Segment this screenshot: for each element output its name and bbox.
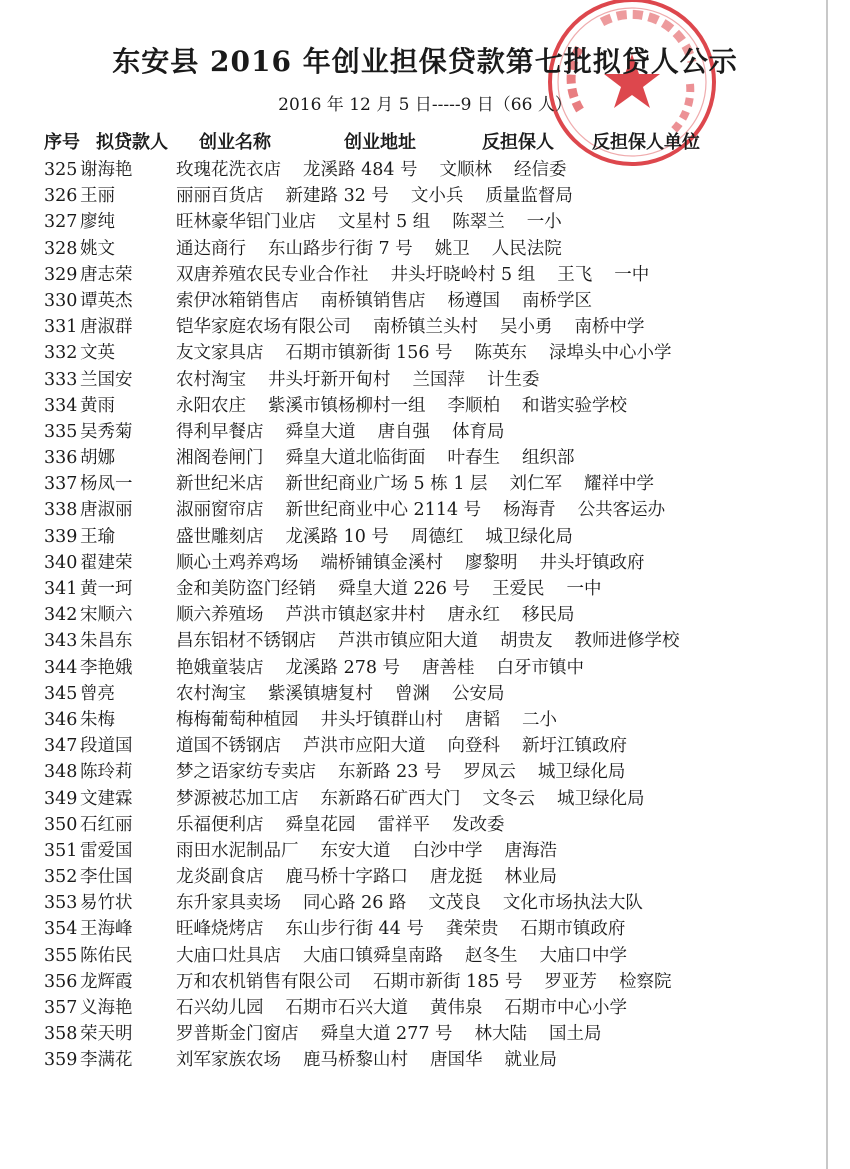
applicant-name: 唐志荣 xyxy=(80,264,133,285)
guarantor-unit: 白牙市镇中 xyxy=(496,657,585,678)
table-row xyxy=(44,890,824,916)
business-address: 南桥镇销售店 xyxy=(320,290,426,311)
business-address: 新世纪商业中心 2114 号 xyxy=(285,500,482,521)
row-number: 335 xyxy=(44,421,78,442)
business-address: 大庙口镇舜皇南路 xyxy=(303,945,443,966)
table-row xyxy=(44,864,824,890)
business-address: 鹿马桥十字路口 xyxy=(285,867,408,888)
row-number: 328 xyxy=(44,238,78,259)
table-row xyxy=(44,209,824,235)
guarantor-unit: 城卫绿化局 xyxy=(537,762,626,783)
guarantor-unit: 和谐实验学校 xyxy=(522,395,627,416)
row-number: 345 xyxy=(44,683,78,704)
publication-period: 2016 年 12 月 5 日-----9 日（66 人） xyxy=(278,95,572,115)
business-name: 农村淘宝 xyxy=(176,369,246,390)
guarantor-unit: 文化市场执法大队 xyxy=(502,893,643,914)
row-number: 325 xyxy=(44,160,78,180)
guarantor-unit: 林业局 xyxy=(504,867,557,888)
row-number: 355 xyxy=(44,945,78,966)
row-number: 351 xyxy=(44,840,78,861)
guarantor-unit: 井头圩镇政府 xyxy=(539,552,645,573)
business-address: 文星村 5 组 xyxy=(338,212,431,233)
applicant-name: 王丽 xyxy=(80,186,115,207)
table-row xyxy=(44,157,824,183)
guarantor-name: 文茂良 xyxy=(428,893,481,914)
business-name: 旺峰烧烤店 xyxy=(176,919,264,940)
row-number: 353 xyxy=(44,893,78,914)
table-row xyxy=(44,969,824,995)
applicant-name: 朱梅 xyxy=(80,709,115,730)
applicant-name: 宋顺六 xyxy=(80,605,133,626)
applicant-name: 荣天明 xyxy=(80,1024,133,1045)
business-name: 梦之语家纺专卖店 xyxy=(176,762,316,783)
guarantor-name: 吴小勇 xyxy=(500,317,553,338)
business-address: 东山路步行街 7 号 xyxy=(268,238,413,259)
header-no: 序号 xyxy=(44,132,80,153)
business-name: 得利早餐店 xyxy=(176,421,264,442)
guarantor-name: 陈翠兰 xyxy=(452,212,505,233)
guarantor-unit: 城卫绿化局 xyxy=(557,788,645,809)
table-row xyxy=(44,550,824,576)
guarantor-name: 姚卫 xyxy=(434,238,470,259)
guarantor-name: 向登科 xyxy=(447,736,500,757)
row-number: 341 xyxy=(44,579,78,599)
business-name: 通达商行 xyxy=(176,238,246,259)
guarantor-name: 文小兵 xyxy=(410,186,464,207)
table-row xyxy=(44,628,824,654)
business-address: 同心路 26 路 xyxy=(303,893,407,914)
guarantor-unit: 公安局 xyxy=(452,683,505,704)
guarantor-unit: 就业局 xyxy=(504,1050,557,1071)
guarantor-name: 陈英东 xyxy=(474,343,528,364)
applicant-name: 唐淑丽 xyxy=(80,500,133,521)
row-number: 331 xyxy=(44,317,78,338)
applicant-name: 李仕国 xyxy=(80,867,133,888)
business-name: 盛世雕刻店 xyxy=(176,526,264,547)
table-row xyxy=(44,314,824,340)
row-number: 354 xyxy=(44,919,78,940)
row-number: 344 xyxy=(44,657,78,678)
row-number: 350 xyxy=(44,814,78,835)
applicant-name: 杨凤一 xyxy=(80,474,133,495)
guarantor-name: 杨海青 xyxy=(503,500,556,521)
business-address: 芦洪市应阳大道 xyxy=(303,736,426,757)
business-address: 石期市镇新街 156 号 xyxy=(285,343,453,364)
business-name: 罗普斯金门窗店 xyxy=(176,1024,299,1045)
business-name: 大庙口灶具店 xyxy=(176,945,281,966)
applicant-name: 谢海艳 xyxy=(80,160,133,180)
applicant-name: 曾亮 xyxy=(80,683,115,704)
business-name: 湘阁卷闸门 xyxy=(176,448,264,469)
row-number: 358 xyxy=(44,1024,78,1045)
header-address: 创业地址 xyxy=(344,132,416,153)
guarantor-name: 罗亚芳 xyxy=(544,971,598,992)
header-business: 创业名称 xyxy=(199,132,271,153)
business-name: 艳娥童装店 xyxy=(176,657,264,678)
business-address: 新建路 32 号 xyxy=(285,186,389,207)
guarantor-name: 王爱民 xyxy=(492,579,545,599)
guarantor-name: 赵冬生 xyxy=(465,945,518,966)
applicant-name: 翟建荣 xyxy=(80,552,133,573)
business-address: 井头圩镇群山村 xyxy=(320,709,443,730)
applicant-name: 唐淑群 xyxy=(80,317,133,338)
table-row xyxy=(44,288,824,314)
guarantor-name: 王飞 xyxy=(557,264,593,285)
guarantor-unit: 国土局 xyxy=(549,1024,602,1045)
business-name: 农村淘宝 xyxy=(176,683,246,704)
business-address: 南桥镇兰头村 xyxy=(373,317,478,338)
guarantor-unit: 体育局 xyxy=(452,421,505,442)
guarantor-unit: 一中 xyxy=(614,264,650,285)
applicant-name: 胡娜 xyxy=(80,448,115,469)
row-number: 333 xyxy=(44,369,78,390)
table-row xyxy=(44,367,824,393)
business-name: 新世纪米店 xyxy=(176,474,264,495)
business-name: 雨田水泥制品厂 xyxy=(176,840,299,861)
business-address: 端桥铺镇金溪村 xyxy=(320,552,443,573)
page-edge xyxy=(826,0,828,1169)
table-row xyxy=(44,786,824,812)
guarantor-name: 唐永红 xyxy=(447,605,500,626)
guarantor-unit: 组织部 xyxy=(522,448,575,469)
guarantor-name: 刘仁军 xyxy=(509,474,563,495)
row-number: 349 xyxy=(44,788,78,809)
business-address: 石期市新街 185 号 xyxy=(373,971,523,992)
applicant-name: 易竹状 xyxy=(80,893,133,914)
page-title: 东安县 2016 年创业担保贷款第七批拟贷人公示 xyxy=(112,45,738,78)
row-number: 356 xyxy=(44,971,78,992)
row-number: 346 xyxy=(44,709,78,730)
guarantor-unit: 移民局 xyxy=(522,605,575,626)
applicant-name: 廖纯 xyxy=(80,212,115,233)
business-address: 新世纪商业广场 5 栋 1 层 xyxy=(285,474,488,495)
business-address: 紫溪镇塘复村 xyxy=(268,683,373,704)
guarantor-unit: 大庙口中学 xyxy=(539,945,627,966)
guarantor-name: 廖黎明 xyxy=(465,552,518,573)
table-row xyxy=(44,995,824,1021)
business-address: 东山步行街 44 号 xyxy=(285,919,424,940)
business-name: 双唐养殖农民专业合作社 xyxy=(176,264,369,285)
business-address: 龙溪路 10 号 xyxy=(285,526,389,547)
guarantor-name: 叶春生 xyxy=(447,448,500,469)
row-number: 330 xyxy=(44,290,78,311)
guarantor-name: 白沙中学 xyxy=(412,840,483,861)
guarantor-unit: 城卫绿化局 xyxy=(485,526,573,547)
table-row xyxy=(44,340,824,366)
table-row xyxy=(44,497,824,523)
table-row xyxy=(44,236,824,262)
guarantor-unit: 质量监督局 xyxy=(485,186,573,207)
header-guarantor: 反担保人 xyxy=(482,132,554,153)
guarantor-name: 兰国萍 xyxy=(412,369,465,390)
business-name: 乐福便利店 xyxy=(176,814,264,835)
business-name: 玫瑰花洗衣店 xyxy=(176,160,281,180)
guarantor-unit: 新圩江镇政府 xyxy=(522,736,627,757)
guarantor-name: 曾渊 xyxy=(395,683,430,704)
guarantor-name: 唐韬 xyxy=(465,709,500,730)
guarantor-unit: 经信委 xyxy=(514,160,567,180)
guarantor-unit: 一中 xyxy=(566,579,602,599)
table-row xyxy=(44,445,824,471)
applicant-name: 陈佑民 xyxy=(80,945,133,966)
table-row xyxy=(44,733,824,759)
table-row xyxy=(44,576,824,602)
guarantor-name: 李顺柏 xyxy=(447,395,500,416)
business-name: 金和美防盗门经销 xyxy=(176,579,316,599)
business-address: 井头圩晓岭村 5 组 xyxy=(390,264,536,285)
applicant-name: 王海峰 xyxy=(80,919,133,940)
applicant-name: 陈玲莉 xyxy=(80,762,133,783)
guarantor-name: 罗凤云 xyxy=(463,762,516,783)
business-address: 紫溪市镇杨柳村一组 xyxy=(268,395,426,416)
applicant-name: 兰国安 xyxy=(80,369,133,390)
business-address: 井头圩新开甸村 xyxy=(268,369,391,390)
row-number: 332 xyxy=(44,343,78,364)
guarantor-unit: 二小 xyxy=(522,709,557,730)
guarantor-name: 黄伟泉 xyxy=(430,998,483,1018)
guarantor-name: 雷祥平 xyxy=(377,814,430,835)
business-name: 顺心土鸡养鸡场 xyxy=(176,552,299,573)
guarantor-name: 唐国华 xyxy=(430,1050,483,1071)
business-name: 永阳农庄 xyxy=(176,395,246,416)
row-number: 334 xyxy=(44,395,78,416)
row-number: 326 xyxy=(44,186,78,207)
row-number: 327 xyxy=(44,212,78,233)
table-row xyxy=(44,471,824,497)
row-number: 342 xyxy=(44,605,78,626)
applicant-name: 雷爱国 xyxy=(80,840,133,861)
business-name: 铠华家庭农场有限公司 xyxy=(176,317,351,338)
business-address: 东安大道 xyxy=(320,840,391,861)
table-row xyxy=(44,262,824,288)
table-row xyxy=(44,183,824,209)
applicant-name: 李艳娥 xyxy=(80,657,133,678)
row-number: 352 xyxy=(44,867,78,888)
business-name: 石兴幼儿园 xyxy=(176,998,264,1018)
table-row xyxy=(44,943,824,969)
applicant-name: 龙辉霞 xyxy=(80,971,133,992)
business-name: 昌东铝材不锈钢店 xyxy=(176,631,316,652)
applicant-name: 李满花 xyxy=(80,1050,133,1071)
guarantor-unit: 石期市镇政府 xyxy=(520,919,626,940)
guarantor-name: 唐善桂 xyxy=(422,657,475,678)
applicant-name: 王瑜 xyxy=(80,526,115,547)
applicant-name: 姚文 xyxy=(80,238,115,259)
table-row xyxy=(44,419,824,445)
business-address: 舜皇花园 xyxy=(285,814,356,835)
business-address: 龙溪路 484 号 xyxy=(303,160,418,180)
business-name: 万和农机销售有限公司 xyxy=(176,971,351,992)
business-address: 鹿马桥黎山村 xyxy=(303,1050,408,1071)
table-row xyxy=(44,916,824,942)
guarantor-unit: 南桥学区 xyxy=(522,290,592,311)
guarantor-unit: 人民法院 xyxy=(491,238,562,259)
business-name: 淑丽窗帘店 xyxy=(176,500,264,521)
business-address: 芦洪市镇应阳大道 xyxy=(338,631,478,652)
business-name: 东升家具卖场 xyxy=(176,893,281,914)
guarantor-unit: 耀祥中学 xyxy=(584,474,655,495)
applicant-list xyxy=(44,157,824,1074)
row-number: 329 xyxy=(44,264,78,285)
guarantor-unit: 一小 xyxy=(526,212,562,233)
table-row xyxy=(44,655,824,681)
business-name: 刘军家族农场 xyxy=(176,1050,281,1071)
guarantor-unit: 发改委 xyxy=(452,814,505,835)
row-number: 347 xyxy=(44,736,78,757)
applicant-name: 石红丽 xyxy=(80,814,133,835)
applicant-name: 文英 xyxy=(80,343,115,364)
table-row xyxy=(44,838,824,864)
business-address: 舜皇大道 xyxy=(285,421,356,442)
business-address: 舜皇大道 226 号 xyxy=(338,579,471,599)
business-address: 石期市石兴大道 xyxy=(285,998,408,1018)
business-name: 丽丽百货店 xyxy=(176,186,264,207)
row-number: 357 xyxy=(44,998,78,1018)
business-address: 东新路石矿西大门 xyxy=(320,788,461,809)
business-name: 顺六养殖场 xyxy=(176,605,264,626)
header-applicant: 拟贷款人 xyxy=(96,132,168,153)
row-number: 339 xyxy=(44,526,78,547)
guarantor-name: 周德红 xyxy=(410,526,464,547)
table-row xyxy=(44,602,824,628)
table-row xyxy=(44,812,824,838)
guarantor-name: 文冬云 xyxy=(482,788,535,809)
applicant-name: 义海艳 xyxy=(80,998,133,1018)
guarantor-unit: 教师进修学校 xyxy=(574,631,680,652)
guarantor-name: 唐自强 xyxy=(377,421,430,442)
business-name: 梅梅葡萄种植园 xyxy=(176,709,299,730)
guarantor-name: 文顺林 xyxy=(439,160,493,180)
business-address: 龙溪路 278 号 xyxy=(285,657,401,678)
guarantor-unit: 渌埠头中心小学 xyxy=(549,343,672,364)
table-row xyxy=(44,1021,824,1047)
table-row xyxy=(44,759,824,785)
applicant-name: 黄一珂 xyxy=(80,579,133,599)
guarantor-unit: 石期市中心小学 xyxy=(504,998,627,1018)
business-address: 芦洪市镇赵家井村 xyxy=(285,605,426,626)
applicant-name: 文建霖 xyxy=(80,788,133,809)
guarantor-unit: 计生委 xyxy=(487,369,540,390)
guarantor-name: 林大陆 xyxy=(474,1024,528,1045)
row-number: 343 xyxy=(44,631,78,652)
table-row xyxy=(44,524,824,550)
guarantor-unit: 检察院 xyxy=(619,971,672,992)
applicant-name: 段道国 xyxy=(80,736,133,757)
applicant-name: 吴秀菊 xyxy=(80,421,133,442)
table-row xyxy=(44,393,824,419)
applicant-name: 朱昌东 xyxy=(80,631,133,652)
guarantor-name: 胡贵友 xyxy=(500,631,553,652)
applicant-name: 谭英杰 xyxy=(80,290,133,311)
table-row xyxy=(44,681,824,707)
table-row xyxy=(44,1047,824,1073)
row-number: 337 xyxy=(44,474,78,495)
row-number: 359 xyxy=(44,1050,78,1071)
business-name: 道国不锈钢店 xyxy=(176,736,281,757)
business-name: 龙炎副食店 xyxy=(176,867,264,888)
row-number: 338 xyxy=(44,500,78,521)
guarantor-unit: 南桥中学 xyxy=(574,317,645,338)
business-name: 旺林豪华铝门业店 xyxy=(176,212,316,233)
table-row xyxy=(44,707,824,733)
row-number: 348 xyxy=(44,762,78,783)
business-name: 友文家具店 xyxy=(176,343,264,364)
business-name: 索伊冰箱销售店 xyxy=(176,290,299,311)
row-number: 336 xyxy=(44,448,78,469)
header-guarantor-unit: 反担保人单位 xyxy=(592,132,700,153)
business-address: 舜皇大道 277 号 xyxy=(320,1024,453,1045)
applicant-name: 黄雨 xyxy=(80,395,115,416)
row-number: 340 xyxy=(44,552,78,573)
guarantor-name: 唐龙挺 xyxy=(430,867,483,888)
business-name: 梦源被芯加工店 xyxy=(176,788,299,809)
business-address: 舜皇大道北临街面 xyxy=(285,448,426,469)
guarantor-name: 杨遵国 xyxy=(447,290,500,311)
guarantor-unit: 公共客运办 xyxy=(577,500,666,521)
guarantor-name: 龚荣贵 xyxy=(445,919,499,940)
guarantor-unit: 唐海浩 xyxy=(504,840,557,861)
business-address: 东新路 23 号 xyxy=(338,762,442,783)
